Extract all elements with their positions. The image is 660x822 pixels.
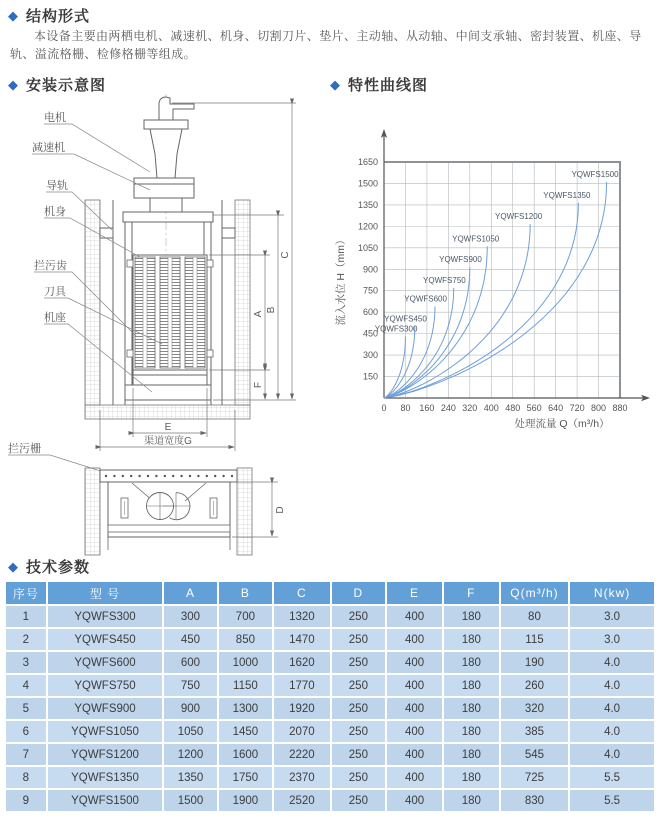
y-tick-label: 150: [362, 371, 378, 382]
table-cell: 9: [6, 790, 46, 811]
table-cell: 400: [387, 606, 442, 627]
table-cell: 400: [387, 652, 442, 673]
table-cell: 1470: [274, 629, 329, 650]
motor-flange: [144, 120, 188, 129]
table-cell: 3.0: [570, 629, 654, 650]
section-title-parameters: [8, 556, 90, 577]
table-cell: 1750: [219, 767, 273, 788]
table-cell: 400: [387, 698, 442, 719]
dim-label-c: C: [280, 251, 291, 259]
section-title-structure: [8, 5, 90, 26]
x-tick-label: 240: [440, 403, 456, 413]
column-header: N(kw): [570, 582, 654, 604]
table-cell: 4: [6, 675, 46, 696]
table-cell: 115: [501, 629, 568, 650]
table-cell: YQWFS600: [48, 652, 163, 673]
part-label-motor: 电机: [44, 112, 66, 124]
column-header: 型 号: [48, 582, 163, 604]
series-label: YQWFS1350: [543, 190, 591, 200]
column-header: A: [164, 582, 216, 604]
table-cell: 830: [501, 790, 568, 811]
table-row: [6, 606, 654, 627]
table-cell: 6: [6, 721, 46, 742]
y-tick-label: 1350: [357, 199, 378, 210]
table-row: [6, 721, 654, 742]
table-cell: YQWFS1350: [48, 767, 163, 788]
series-label: YQWFS900: [439, 255, 482, 265]
table-cell: 1770: [274, 675, 329, 696]
part-label-body: 机身: [44, 206, 66, 218]
part-label-base: 机座: [44, 312, 66, 324]
table-cell: 1620: [274, 652, 329, 673]
table-cell: 1150: [219, 675, 273, 696]
table-cell: 180: [444, 606, 499, 627]
dim-label-e: E: [164, 422, 172, 433]
part-label-cutter: 刀具: [44, 286, 66, 298]
table-cell: 400: [387, 744, 442, 765]
structure-description: 本设备主要由两栖电机、减速机、机身、切割刀片、垫片、主动轴、从动轴、中间支承轴、密封装置、机座、导轨、溢流格栅、检修格栅等组成。: [10, 29, 642, 61]
table-row: [6, 767, 654, 788]
part-label-reducer: 减速机: [32, 142, 65, 154]
table-cell: 2: [6, 629, 46, 650]
y-tick-label: 1500: [357, 178, 378, 189]
series-label: YQWFS1500: [571, 170, 619, 180]
table-cell: 850: [219, 629, 273, 650]
table-cell: 1200: [164, 744, 216, 765]
dim-label-b: B: [266, 306, 277, 314]
table-cell: 180: [444, 767, 499, 788]
table-cell: 1300: [219, 698, 273, 719]
table-cell: 5: [6, 698, 46, 719]
table-cell: 300: [164, 606, 216, 627]
y-tick-label: 450: [362, 328, 378, 339]
table-cell: 2220: [274, 744, 329, 765]
table-cell: YQWFS1050: [48, 721, 163, 742]
table-cell: 250: [332, 721, 386, 742]
table-row: [6, 652, 654, 673]
series-label: YQWFS600: [404, 294, 447, 304]
table-cell: YQWFS900: [48, 698, 163, 719]
y-tick-label: 750: [362, 285, 378, 296]
section-title-text: 技术参数: [26, 559, 91, 576]
table-row: [6, 698, 654, 719]
x-tick-label: 320: [462, 403, 478, 413]
x-tick-label: 880: [612, 403, 628, 413]
x-tick-label: 800: [591, 403, 607, 413]
table-cell: 400: [387, 675, 442, 696]
part-label-trash-rack: 拦污栅: [8, 443, 41, 455]
table-cell: 250: [332, 698, 386, 719]
table-cell: 250: [332, 744, 386, 765]
diamond-icon: ◆: [8, 8, 19, 23]
table-cell: 250: [332, 652, 386, 673]
table-cell: 4.0: [570, 652, 654, 673]
reducer-block: [134, 178, 194, 198]
table-cell: 450: [164, 629, 216, 650]
table-cell: 8: [6, 767, 46, 788]
table-cell: 180: [444, 675, 499, 696]
table-cell: 7: [6, 744, 46, 765]
table-cell: YQWFS750: [48, 675, 163, 696]
grinder-screen: [127, 255, 213, 370]
y-tick-label: 900: [362, 264, 378, 275]
top-view: [85, 468, 286, 555]
table-cell: 180: [444, 721, 499, 742]
table-cell: 260: [501, 675, 568, 696]
table-cell: 320: [501, 698, 568, 719]
diamond-icon: ◆: [8, 77, 19, 92]
diamond-icon: ◆: [8, 559, 19, 574]
series-label: YQWFS1050: [452, 234, 500, 244]
part-label-guide-rail: 导轨: [46, 180, 68, 192]
dim-label-a: A: [253, 310, 264, 318]
table-cell: 400: [387, 629, 442, 650]
y-tick-label: 1050: [357, 242, 378, 253]
table-row: [6, 744, 654, 765]
table-row: [6, 790, 654, 811]
table-row: [6, 629, 654, 650]
column-header: E: [387, 582, 442, 604]
table-cell: 3.0: [570, 606, 654, 627]
table-cell: YQWFS450: [48, 629, 163, 650]
table-cell: 180: [444, 790, 499, 811]
table-cell: 4.0: [570, 698, 654, 719]
part-label-trash-teeth: 拦污齿: [34, 260, 67, 272]
section-title-text: 结构形式: [26, 8, 91, 25]
table-cell: 545: [501, 744, 568, 765]
column-header: C: [274, 582, 329, 604]
table-cell: 180: [444, 744, 499, 765]
table-cell: 180: [444, 698, 499, 719]
y-tick-label: 1200: [357, 221, 378, 232]
x-tick-label: 560: [526, 403, 542, 413]
x-tick-label: 720: [569, 403, 585, 413]
dim-label-d: D: [275, 506, 286, 514]
table-cell: 1050: [164, 721, 216, 742]
table-cell: 1320: [274, 606, 329, 627]
table-cell: 4.0: [570, 675, 654, 696]
table-cell: 1: [6, 606, 46, 627]
machine-base: [125, 370, 211, 400]
table-cell: 400: [387, 767, 442, 788]
x-tick-label: 80: [400, 403, 411, 413]
installation-diagram: [0, 92, 330, 558]
table-cell: 700: [219, 606, 273, 627]
curve-chart-svg: [330, 92, 660, 462]
table-cell: 2070: [274, 721, 329, 742]
y-tick-label: 1650: [357, 157, 378, 167]
x-tick-label: 400: [483, 403, 499, 413]
x-tick-label: 640: [548, 403, 564, 413]
series-label: YQWFS300: [374, 324, 418, 334]
table-cell: 400: [387, 790, 442, 811]
motor-body: [150, 129, 182, 178]
table-cell: 190: [501, 652, 568, 673]
table-cell: 180: [444, 652, 499, 673]
table-cell: 2370: [274, 767, 329, 788]
diamond-icon: ◆: [330, 77, 341, 92]
table-cell: 1900: [219, 790, 273, 811]
table-cell: 250: [332, 606, 386, 627]
dim-label-channel-width: 渠道宽度G: [144, 436, 192, 447]
table-cell: 1000: [219, 652, 273, 673]
column-header: Q(m³/h): [501, 582, 568, 604]
table-cell: 385: [501, 721, 568, 742]
y-tick-label: 300: [362, 350, 378, 361]
motor-assembly: [134, 97, 194, 212]
x-axis-title: 处理流量 Q（m³/h）: [514, 418, 610, 430]
column-header: 序号: [6, 582, 46, 604]
table-cell: YQWFS1500: [48, 790, 163, 811]
series-label: YQWFS450: [384, 314, 427, 324]
column-header: D: [332, 582, 386, 604]
motor-cap: [159, 97, 194, 120]
table-cell: 3: [6, 652, 46, 673]
x-tick-label: 0: [381, 403, 387, 413]
rack-bar: [100, 470, 237, 482]
table-cell: 4.0: [570, 744, 654, 765]
table-cell: 1600: [219, 744, 273, 765]
x-tick-label: 160: [419, 403, 435, 413]
table-cell: 750: [164, 675, 216, 696]
table-cell: 250: [332, 629, 386, 650]
series-label: YQWFS750: [423, 275, 466, 285]
section-title-text: 特性曲线图: [348, 77, 429, 94]
table-cell: 1500: [164, 790, 216, 811]
table-cell: 5.5: [570, 767, 654, 788]
table-cell: 1920: [274, 698, 329, 719]
column-header: F: [444, 582, 499, 604]
x-tick-label: 480: [505, 403, 521, 413]
dim-label-f: F: [253, 381, 264, 389]
table-cell: 4.0: [570, 721, 654, 742]
series-curve: [384, 327, 415, 399]
params-table-head-row: [6, 582, 654, 604]
table-cell: 900: [164, 698, 216, 719]
params-table-body: [6, 606, 654, 811]
table-cell: 725: [501, 767, 568, 788]
table-cell: 5.5: [570, 790, 654, 811]
params-table: [4, 580, 656, 813]
column-header: B: [219, 582, 273, 604]
y-tick-label: 600: [362, 307, 378, 318]
table-cell: 180: [444, 629, 499, 650]
table-cell: 400: [387, 721, 442, 742]
table-cell: 1350: [164, 767, 216, 788]
table-cell: 250: [332, 790, 386, 811]
y-axis-title: 流入水位 H（mm）: [335, 234, 347, 326]
guide-rail-bracket: [222, 228, 235, 238]
table-cell: YQWFS300: [48, 606, 163, 627]
shaft-block: [150, 198, 182, 212]
table-cell: 1450: [219, 721, 273, 742]
table-cell: 2520: [274, 790, 329, 811]
series-label: YQWFS1200: [495, 212, 543, 222]
top-plate: [123, 212, 213, 222]
table-cell: 250: [332, 675, 386, 696]
section-title-text: 安装示意图: [26, 77, 107, 94]
table-cell: 250: [332, 767, 386, 788]
table-cell: YQWFS1200: [48, 744, 163, 765]
table-row: [6, 675, 654, 696]
table-cell: 80: [501, 606, 568, 627]
table-cell: 600: [164, 652, 216, 673]
